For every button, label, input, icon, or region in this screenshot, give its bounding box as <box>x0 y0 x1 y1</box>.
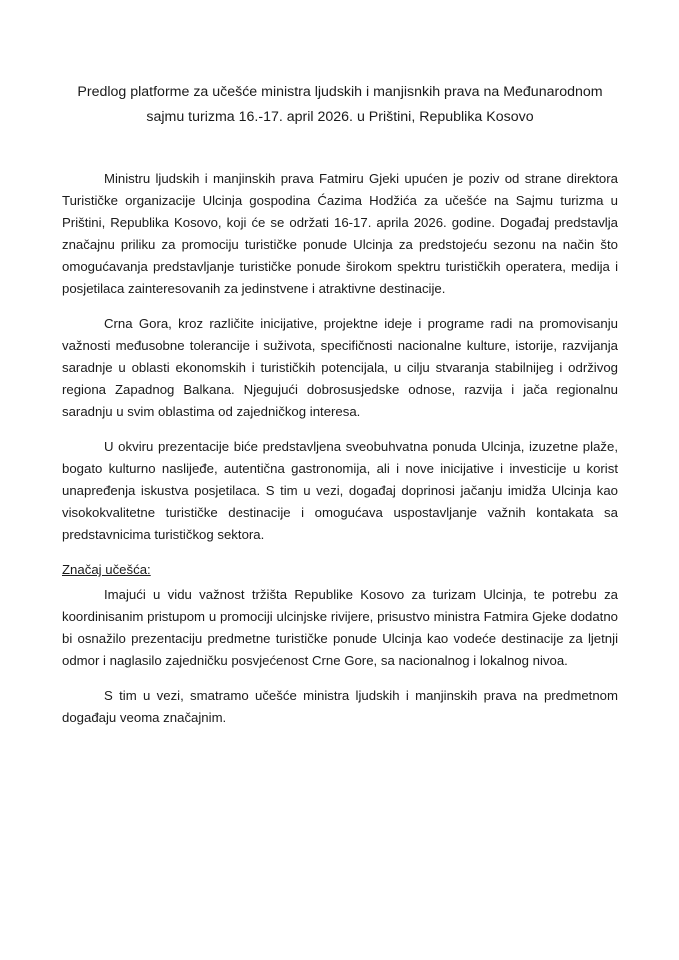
title-line-1: Predlog platforme za učešće ministra ljudskih i manjisnkih prava na Međunarodnom <box>77 84 603 100</box>
document-title <box>40 80 640 130</box>
paragraph-invitation: Ministru ljudskih i manjinskih prava Fatmiru Gjeki upućen je poziv od strane direktora Turističke organizacije Ulcinja gospodina Ćazima Hodžića za učešće na Sajmu turizma u Prištini, Republika Kosovo, koji će se održati 16-17. aprila 2026. godine. Događaj predstavlja značajnu priliku za promociju turističke ponude Ulcinja za predstojeću sezonu na način što omogućavanja predstavljanje turističke ponude širokom spektru turističkih operatera, medija i posjetilaca zainteresovanih za jedinstvene i atraktivne destinacije. <box>62 171 618 296</box>
paragraph-significance: Imajući u vidu važnost tržišta Republike Kosovo za turizam Ulcinja, te potrebu za koordinisanim pristupom u promociji ulcinjske rivijere, prisustvo ministra Fatmira Gjeke dodatno bi osnažilo prezentaciju predmetne turističke ponude Ulcinja kao vodeće destinacije za ljetnji odmor i naglasilo zajedničku posvjećenost Crne Gore, sa nacionalnog i lokalnog nivoa. <box>62 587 618 668</box>
section-heading: Značaj učešća: <box>62 562 151 577</box>
document-body <box>62 168 618 742</box>
paragraph-conclusion: S tim u vezi, smatramo učešće ministra ljudskih i manjinskih prava na predmetnom događaju veoma značajnim. <box>62 688 618 725</box>
paragraph-regional-cooperation: Crna Gora, kroz različite inicijative, projektne ideje i programe radi na promovisanju važnosti međusobne tolerancije i suživota, specifičnosti nacionalne kulture, istorije, razvijanja saradnje u oblasti ekonomskih i turističkih potencijala, u cilju stvaranja stabilnijeg i održivog regiona Zapadnog Balkana. Njegujući dobrosusjedske odnose, razvija i jača regionalnu saradnju u svim oblastima od zajedničkog interesa. <box>62 316 618 419</box>
title-line-2: sajmu turizma 16.-17. april 2026. u Prištini, Republika Kosovo <box>146 109 534 125</box>
paragraph-presentation: U okviru prezentacije biće predstavljena sveobuhvatna ponuda Ulcinja, izuzetne plaže, bogato kulturno naslijeđe, autentična gastronomija, ali i nove inicijative i investicije u korist unapređenja iskustva posjetilaca. S tim u vezi, događaj doprinosi jačanju imidža Ulcinja kao visokokvalitetne turističke destinacije i omogućava uspostavljanje važnih kontakata sa predstavnicima turističkog sektora. <box>62 439 618 542</box>
